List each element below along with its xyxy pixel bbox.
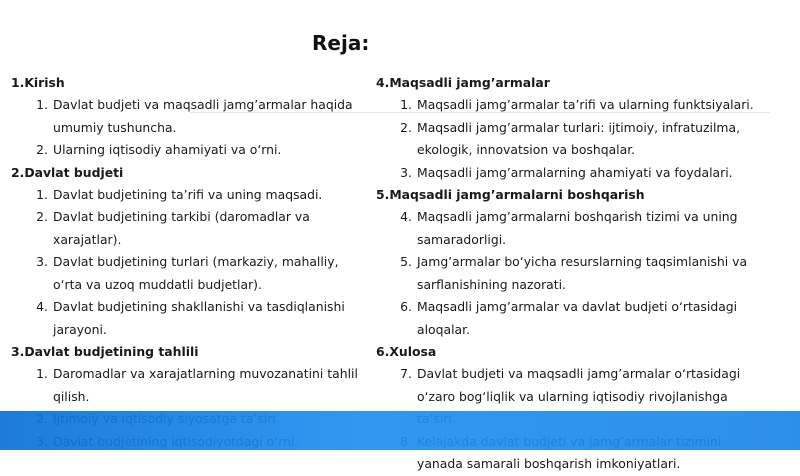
- item-text: Maqsadli jamg’armalar turlari: ijtimoiy, infratuzilma, ekologik, innovatsion va boshqalar.: [417, 119, 741, 157]
- item-text: Daromadlar va xarajatlarning muvozanatini tahlil qilish.: [53, 366, 358, 404]
- section-heading: 4.Maqsadli jamg’armalar: [376, 75, 550, 90]
- item-number: 4.: [400, 209, 412, 224]
- section-list: [11, 184, 366, 342]
- section-heading: 2.Davlat budjeti: [11, 164, 124, 180]
- section-heading: 3.Davlat budjetining tahlili: [11, 344, 199, 359]
- item-text: Maqsadli jamg’armalar ta’rifi va ularning funktsiyalari.: [417, 97, 754, 112]
- item-number: 4.: [36, 299, 48, 314]
- item-number: 3.: [36, 254, 48, 269]
- section-heading: 5.Maqsadli jamg’armalarni boshqarish: [376, 187, 645, 202]
- list-item: [11, 206, 366, 251]
- item-text: Davlat budjetining shakllanishi va tasdiqlanishi jarayoni.: [53, 299, 345, 337]
- item-number: 1.: [36, 366, 48, 381]
- list-item: [11, 139, 366, 162]
- list-item: [376, 162, 756, 185]
- section-heading: 1.Kirish: [11, 75, 65, 90]
- list-item: [376, 206, 756, 251]
- list-item: [11, 296, 366, 341]
- item-number: 1.: [36, 97, 48, 112]
- item-text: Maqsadli jamg’armalarni boshqarish tizimi va uning samaradorligi.: [417, 209, 738, 247]
- footer-band: [0, 411, 800, 450]
- item-number: 2.: [36, 142, 48, 157]
- section-list: [376, 94, 756, 184]
- item-text: Ularning iqtisodiy ahamiyati va o‘rni.: [53, 142, 282, 157]
- item-number: 3.: [400, 164, 412, 180]
- list-item: [376, 117, 756, 162]
- left-column: [11, 72, 366, 453]
- item-number: 5.: [400, 254, 412, 269]
- item-text: Maqsadli jamg’armalar va davlat budjeti o‘rtasidagi aloqalar.: [417, 299, 738, 337]
- item-text: yanada samarali boshqarish imkoniyatlari.: [417, 456, 681, 471]
- list-item: [376, 251, 756, 296]
- list-item: [11, 94, 366, 139]
- item-text: Davlat budjetining turlari (markaziy, mahalliy, o‘rta va uzoq muddatli budjetlar).: [53, 254, 339, 292]
- section-list: [376, 206, 756, 341]
- item-text: Davlat budjetining ta’rifi va uning maqsadi.: [53, 186, 323, 202]
- item-text: Davlat budjeti va maqsadli jamg’armalar haqida umumiy tushuncha.: [53, 97, 353, 135]
- list-item: [11, 251, 366, 296]
- list-item: [11, 184, 366, 207]
- item-number: 2.: [400, 119, 412, 135]
- list-item: [376, 296, 756, 341]
- list-item: [11, 363, 366, 408]
- item-number: 1.: [36, 186, 48, 202]
- item-text: Davlat budjetining tarkibi (daromadlar va xarajatlar).: [53, 209, 310, 247]
- section-list: [11, 94, 366, 162]
- item-text: Maqsadli jamg’armalarning ahamiyati va foydalari.: [417, 164, 733, 180]
- list-item: [376, 94, 756, 117]
- item-number: 6.: [400, 299, 412, 314]
- item-text: Davlat budjeti va maqsadli jamg’armalar o‘rtasidagi o‘zaro bog‘liqlik va ularning iqtisodiy rivojlanishga: [417, 366, 741, 404]
- item-number: 1.: [400, 97, 412, 112]
- item-number: 7.: [400, 366, 412, 381]
- item-text: Jamg’armalar bo‘yicha resurslarning taqsimlanishi va sarflanishining nazorati.: [417, 254, 748, 292]
- slide-title: Reja:: [312, 31, 370, 55]
- item-number: 2.: [36, 209, 48, 224]
- section-heading: 6.Xulosa: [376, 344, 437, 359]
